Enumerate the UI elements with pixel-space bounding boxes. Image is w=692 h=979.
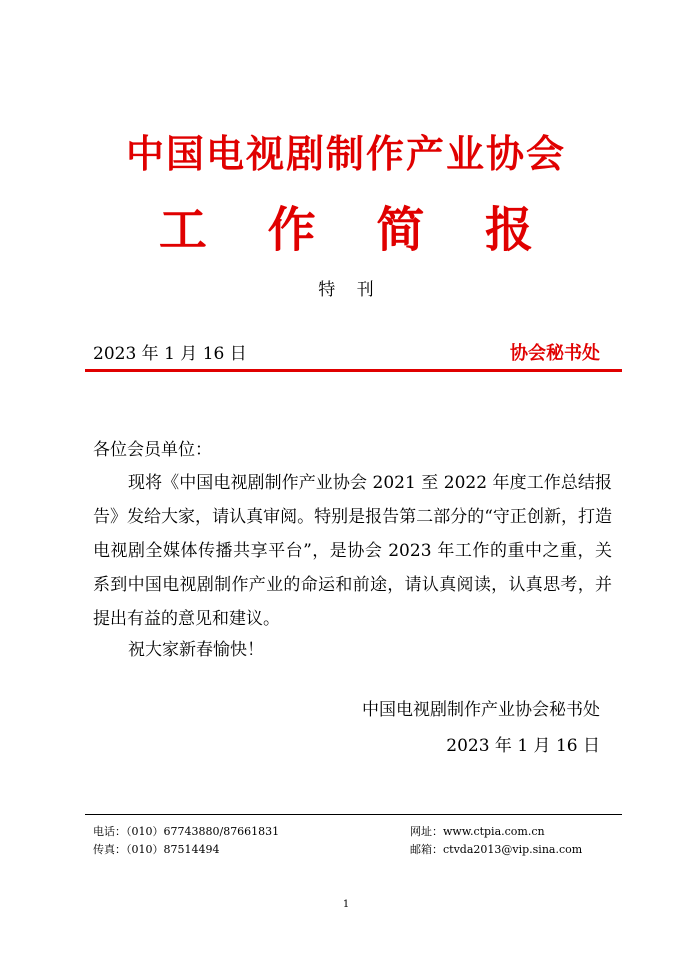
- footer-telephone: 电话：（010）67743880/87661831: [93, 825, 280, 838]
- page-number: 1: [342, 899, 350, 910]
- footer-email[interactable]: 邮箱：ctvda2013@vip.sina.com: [410, 843, 583, 856]
- header-date: 2023 年 1 月 16 日: [93, 344, 247, 364]
- greeting-paragraph: 祝大家新春愉快！: [128, 640, 264, 660]
- footer-fax: 传真：（010）87514494: [93, 843, 220, 856]
- footer-divider-line: [85, 814, 622, 815]
- header-issuer: 协会秘书处: [510, 343, 600, 364]
- signature-organization: 中国电视剧制作产业协会秘书处: [362, 700, 600, 720]
- red-divider-line: [85, 369, 622, 372]
- main-paragraph: 现将《中国电视剧制作产业协会 2021 至 2022 年度工作总结报告》发给大家，请认真审阅。特别是报告第二部分的“守正创新，打造电视剧全媒体传播共享平台”，是协会 2023 年工作的重中之重，关系到中国电视剧制作产业的命运和前途，请认真阅读，认真思考，并提出有益的意见和建议。: [93, 473, 612, 629]
- bulletin-title: 工 作 简 报: [158, 202, 556, 258]
- signature-date: 2023 年 1 月 16 日: [446, 736, 600, 756]
- salutation: 各位会员单位：: [93, 440, 212, 460]
- issue-label: 特 刊: [318, 280, 382, 300]
- organization-title: 中国电视剧制作产业协会: [125, 131, 566, 176]
- footer-website[interactable]: 网址：www.ctpia.com.cn: [410, 825, 545, 838]
